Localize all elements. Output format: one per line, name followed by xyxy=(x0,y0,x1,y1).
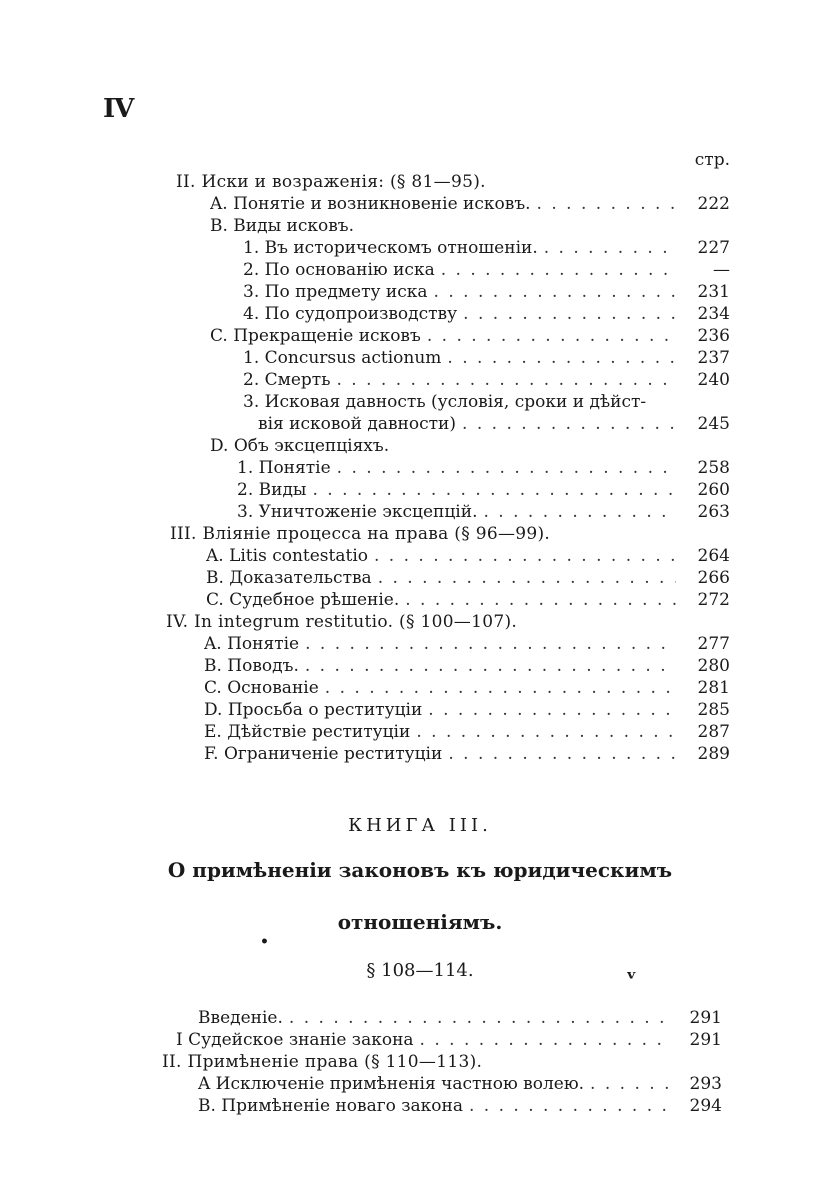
printer-mark-v: ᵛ xyxy=(626,966,637,992)
toc-entry-page: 264 xyxy=(697,546,730,566)
book-title-line-1: О примѣненіи законовъ къ юридическимъ xyxy=(167,858,673,882)
book-title-line-2: отношеніямъ. xyxy=(337,910,503,934)
toc-entry-label: I Судейское знаніе закона xyxy=(176,1030,414,1050)
toc-entry-label: 1. Въ историческомъ отношеніи. xyxy=(243,238,538,258)
print-speck: • xyxy=(260,934,269,950)
toc-entry-label: F. Ограниченіе реституціи xyxy=(204,744,443,764)
toc-entry-page: 272 xyxy=(697,590,730,610)
toc-entry-label: Введеніе. xyxy=(198,1008,283,1028)
leader-dots xyxy=(584,1074,668,1094)
toc-entry-label: II. Иски и возраженія: (§ 81—95). xyxy=(176,172,486,192)
toc-entry-label: D. Просьба о реституціи xyxy=(204,700,423,720)
toc-entry-page: 236 xyxy=(697,326,730,346)
toc-entry-label: III. Вліяніе процесса на права (§ 96—99). xyxy=(170,524,551,544)
toc-entry-label: 1. Понятіе xyxy=(237,458,331,478)
toc-entry-page: 260 xyxy=(697,480,730,500)
toc-entry-label: II. Примѣненіе права (§ 110—113). xyxy=(162,1052,483,1072)
toc-entry-page: 294 xyxy=(689,1096,722,1116)
toc-entry-label: C. Основаніе xyxy=(204,678,319,698)
toc-entry-label: A. Понятіе xyxy=(204,634,300,654)
toc-entry-page: 291 xyxy=(689,1030,722,1050)
toc-entry-page: 277 xyxy=(697,634,730,654)
toc-entry xyxy=(198,1008,722,1030)
toc-entry-label: 2. Смерть xyxy=(243,370,331,390)
toc-entry-label: A Исключеніе примѣненія частною волею. xyxy=(198,1074,585,1094)
toc-entry-label: 1. Concursus actionum xyxy=(243,348,442,368)
toc-entry-page: 234 xyxy=(697,304,730,324)
page-number: IV xyxy=(103,94,134,124)
toc-entry-page: 289 xyxy=(697,744,730,764)
toc-entry-page: 263 xyxy=(697,502,730,522)
toc-entry-page: 240 xyxy=(697,370,730,390)
leader-dots xyxy=(414,1030,668,1050)
toc-entry-label: E. Дѣйствіе реституціи xyxy=(204,722,411,742)
toc-entry-page: 237 xyxy=(697,348,730,368)
toc-entry-page: 287 xyxy=(697,722,730,742)
toc-entry-label: C. Судебное рѣшеніе. xyxy=(206,590,400,610)
leader-dots xyxy=(283,1008,668,1028)
toc-entry-page: — xyxy=(713,260,730,280)
page-column-label: стр. xyxy=(694,150,730,170)
toc-entry-page: 231 xyxy=(697,282,730,302)
toc-entry-page: 245 xyxy=(697,414,730,434)
toc-entry xyxy=(198,1074,722,1096)
toc-entry-label: 3. Исковая давность (условія, сроки и дѣйст- xyxy=(243,392,647,412)
toc-entry-label: 2. Виды xyxy=(237,480,307,500)
toc-entry-label: B. Примѣненіе новаго закона xyxy=(198,1096,463,1116)
book-heading: КНИГА III. xyxy=(348,815,492,836)
toc-entry-page: 285 xyxy=(697,700,730,720)
toc-entry-label: A. Понятіе и возникновеніе исковъ. xyxy=(210,194,531,214)
toc-entry-page: 280 xyxy=(697,656,730,676)
toc-entry-label: IV. In integrum restitutio. (§ 100—107). xyxy=(166,612,518,632)
toc-entry-label: 3. По предмету иска xyxy=(243,282,428,302)
toc-entry-label: B. Поводъ. xyxy=(204,656,299,676)
toc-entry-label: B. Доказательства xyxy=(206,568,372,588)
toc-entry-page: 222 xyxy=(697,194,730,214)
toc-entry-label: D. Объ эксцепціяхъ. xyxy=(210,436,390,456)
toc-entry-page: 291 xyxy=(689,1008,722,1028)
toc-entry xyxy=(176,1030,722,1052)
toc-entry-label: C. Прекращеніе исковъ xyxy=(210,326,421,346)
toc-entry-label: 4. По судопроизводству xyxy=(243,304,458,324)
toc-entry-page: 266 xyxy=(697,568,730,588)
toc-entry-page: 293 xyxy=(689,1074,722,1094)
toc-entry xyxy=(198,1096,722,1118)
toc-entry-page: 281 xyxy=(697,678,730,698)
toc-entry-label: 2. По основанію иска xyxy=(243,260,435,280)
section-range: § 108—114. xyxy=(366,960,474,981)
toc-entry-page: 227 xyxy=(697,238,730,258)
toc-entry-label: 3. Уничтоженіе эксцепцій. xyxy=(237,502,478,522)
toc-entry-label: вія исковой давности) xyxy=(258,414,457,434)
toc-entry-section-ii xyxy=(162,1052,722,1074)
toc-entry-label: A. Litis contestatio xyxy=(206,546,368,566)
toc-entry-label: B. Виды исковъ. xyxy=(210,216,355,236)
toc-entry-page: 258 xyxy=(697,458,730,478)
leader-dots xyxy=(463,1096,668,1116)
